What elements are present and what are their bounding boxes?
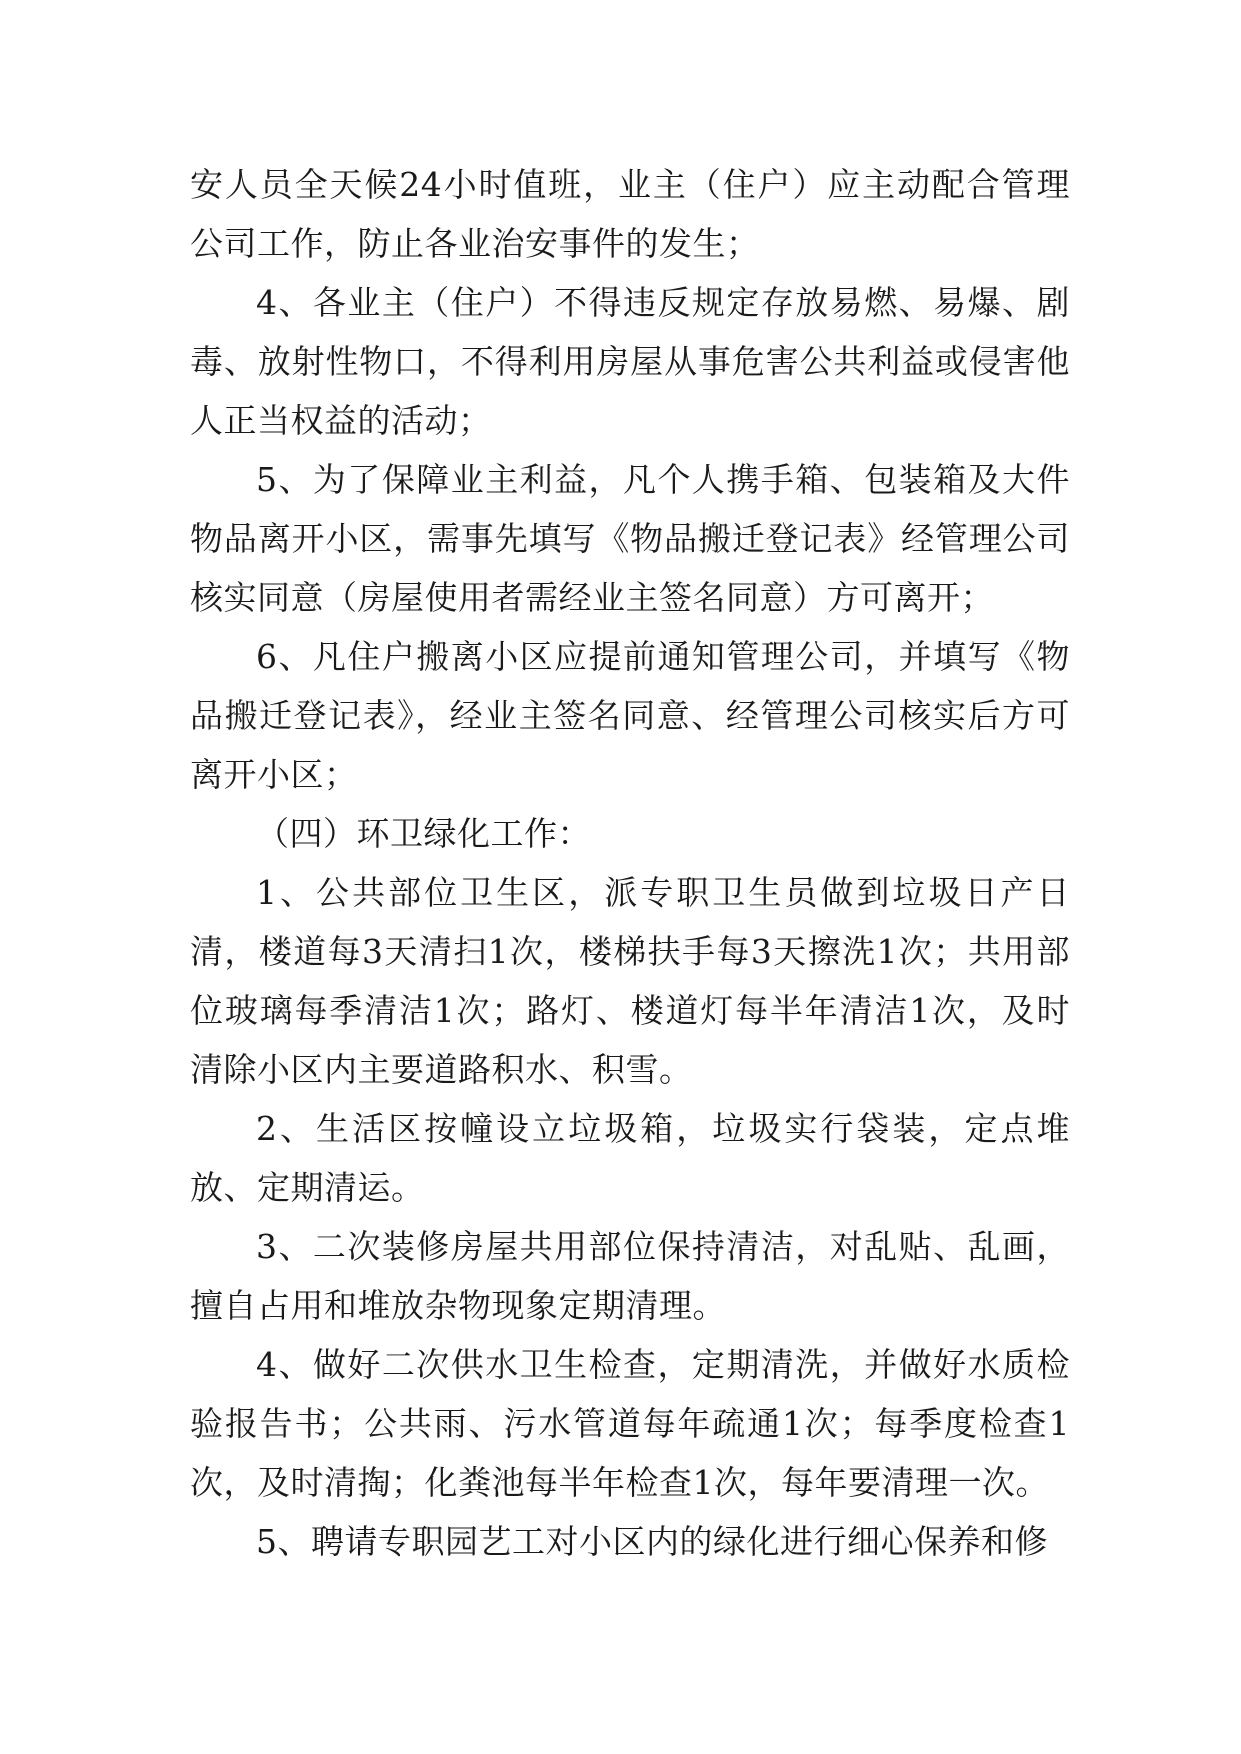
paragraph-sanitation-item-4: 4、做好二次供水卫生检查，定期清洗，并做好水质检验报告书；公共雨、污水管道每年疏通1次；每季度检查1次，及时清掏；化粪池每半年检查1次，每年要清理一次。	[190, 1345, 1070, 1502]
paragraph-sanitation-item-1: 1、公共部位卫生区，派专职卫生员做到垃圾日产日清，楼道每3天清扫1次，楼梯扶手每3天擦洗1次；共用部位玻璃每季清洁1次；路灯、楼道灯每半年清洁1次，及时清除小区内主要道路积水、积雪。	[190, 873, 1070, 1089]
document-body	[190, 155, 1070, 1571]
paragraph-sanitation-item-5: 5、聘请专职园艺工对小区内的绿化进行细心保养和修	[256, 1522, 1048, 1561]
paragraph-item-6-moving-out: 6、凡住户搬离小区应提前通知管理公司，并填写《物品搬迁登记表》，经业主签名同意、经管理公司核实后方可离开小区；	[190, 637, 1070, 794]
paragraph-sanitation-item-3: 3、二次装修房屋共用部位保持清洁，对乱贴、乱画，擅自占用和堆放杂物现象定期清理。	[190, 1227, 1070, 1325]
paragraph-sanitation-item-2: 2、生活区按幢设立垃圾箱，垃圾实行袋装，定点堆放、定期清运。	[190, 1109, 1070, 1207]
paragraph-item-5-item-removal: 5、为了保障业主利益，凡个人携手箱、包装箱及大件物品离开小区，需事先填写《物品搬迁登记表》经管理公司核实同意（房屋使用者需经业主签名同意）方可离开；	[190, 460, 1070, 617]
paragraph-security-continued: 安人员全天候24小时值班，业主（住户）应主动配合管理公司工作，防止各业治安事件的发生；	[190, 165, 1070, 263]
paragraph-item-4-hazardous: 4、各业主（住户）不得违反规定存放易燃、易爆、剧毒、放射性物口，不得利用房屋从事危害公共利益或侵害他人正当权益的活动；	[190, 283, 1070, 440]
section-heading-sanitation-greening: （四）环卫绿化工作：	[256, 814, 591, 853]
